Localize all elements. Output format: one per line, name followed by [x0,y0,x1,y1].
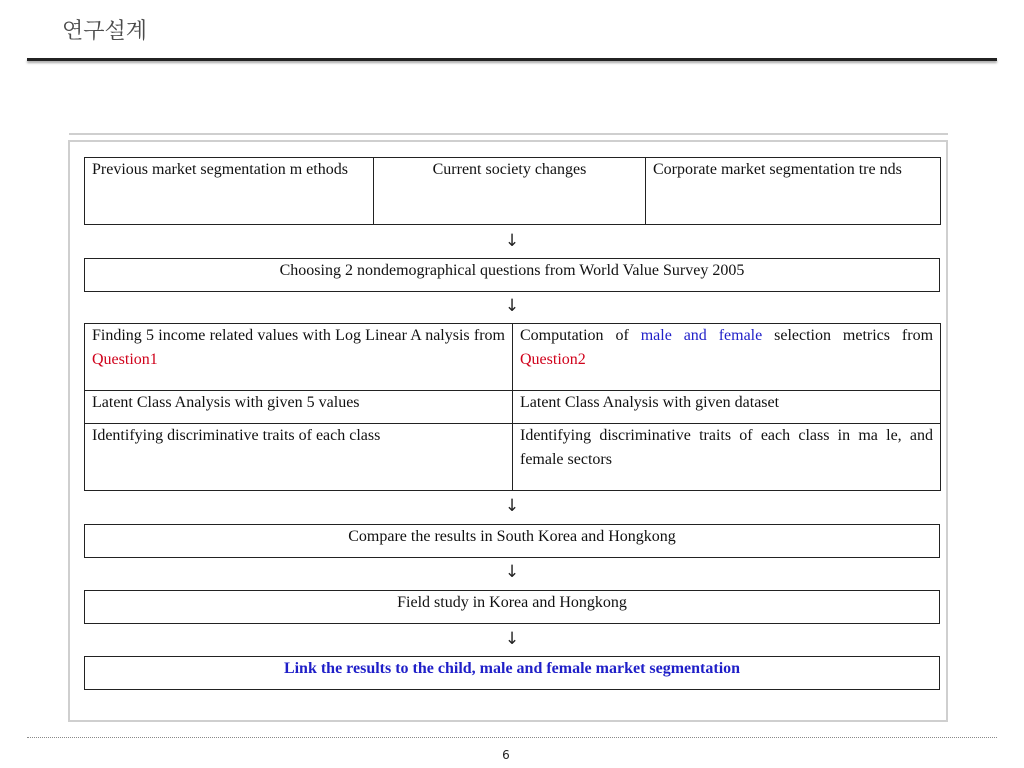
down-arrow-icon: ↓ [504,496,520,516]
down-arrow-icon: ↓ [504,562,520,582]
compare-table [84,524,940,558]
question2-highlight: Question2 [520,351,586,368]
final-table [84,656,940,690]
previous-methods-cell: Previous market segmentation m ethods [85,158,374,225]
down-arrow-icon: ↓ [504,296,520,316]
corporate-trends-cell: Corporate market segmentation tre nds [646,158,941,225]
selection-metrics-cell [513,324,941,391]
lca-values-cell: Latent Class Analysis with given 5 values [85,391,513,424]
final-link-cell: Link the results to the child, male and female market segmentation [85,657,940,690]
income-values-text: Finding 5 income related values with Log Linear A nalysis from [92,327,505,344]
page-number: 6 [502,748,510,762]
inputs-table [84,157,941,225]
slide-title: 연구설계 [62,19,148,44]
frame-top-rule [69,133,948,135]
lca-dataset-cell: Latent Class Analysis with given dataset [513,391,941,424]
selection-metrics-middle: selection metrics from [762,327,934,344]
footer-rule [27,737,997,738]
title-underline [27,58,997,61]
down-arrow-icon: ↓ [504,629,520,649]
down-arrow-icon: ↓ [504,231,520,251]
field-study-cell: Field study in Korea and Hongkong [85,591,940,624]
selection-metrics-prefix: Computation of [520,327,641,344]
income-values-cell [85,324,513,391]
traits-class-cell: Identifying discriminative traits of each class [85,424,513,491]
question1-highlight: Question1 [92,351,158,368]
question-selection-cell: Choosing 2 nondemographical questions from World Value Survey 2005 [85,259,940,292]
analysis-table [84,323,941,491]
field-study-table [84,590,940,624]
traits-sector-cell: Identifying discriminative traits of each class in ma le, and female sectors [513,424,941,491]
male-female-highlight: male and female [640,327,763,344]
society-changes-cell: Current society changes [374,158,646,225]
compare-results-cell: Compare the results in South Korea and Hongkong [85,525,940,558]
question-selection-table [84,258,940,292]
